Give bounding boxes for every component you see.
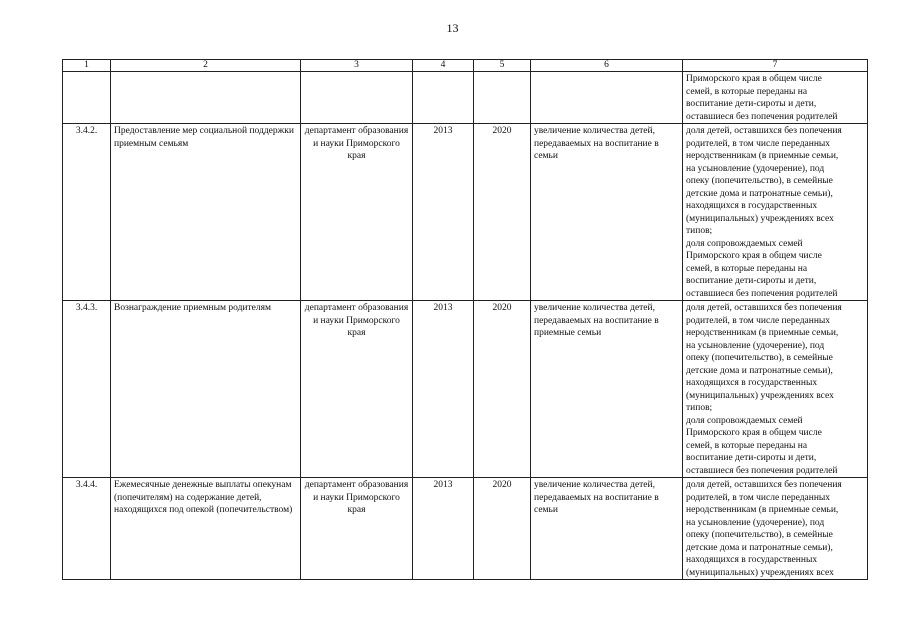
indicator-line: доля сопровождаемых семей	[686, 415, 803, 426]
indicator-line: (муниципальных) учреждениях всех	[686, 567, 834, 578]
cell-indicator	[683, 124, 868, 301]
indicator-line: находящихся в государственных	[686, 378, 818, 388]
cell-num	[63, 72, 111, 124]
indicator-line: находящихся в государственных	[686, 201, 818, 211]
indicator-line: детские дома и патронатные семьи),	[686, 188, 833, 199]
cell-start: 2013	[413, 478, 474, 580]
indicator-line: доля детей, оставшихся без попечения	[686, 303, 842, 313]
cell-num: 3.4.2.	[63, 124, 111, 301]
measure-name: Ежемесячные денежные выплаты опекунам (попечителям) на содержание детей, находящихся под опекой (попечительством)	[114, 480, 293, 515]
cell-end: 2020	[474, 301, 531, 478]
indicator-line: семей, в которые переданы на	[686, 440, 808, 451]
table-row	[63, 124, 868, 301]
cell-result	[531, 478, 683, 580]
indicator-line: оставшиеся без попечения родителей	[686, 288, 838, 299]
indicator-line: семей, в которые переданы на	[686, 86, 808, 97]
indicator-line: (муниципальных) учреждениях всех	[686, 213, 834, 224]
header-cell: 2	[111, 60, 301, 72]
indicator-line: воспитание дети-сироты и дети,	[686, 99, 817, 109]
cell-end	[474, 72, 531, 124]
header-row	[63, 60, 868, 72]
indicator-line: доля сопровождаемых семей	[686, 238, 803, 249]
indicator-line: (муниципальных) учреждениях всех	[686, 390, 834, 401]
indicator-line: воспитание дети-сироты и дети,	[686, 276, 817, 286]
table-row	[63, 478, 868, 580]
indicator-line: опеку (попечительство), в семейные	[686, 353, 833, 363]
indicator-line: воспитание дети-сироты и дети,	[686, 453, 817, 463]
expected-result: увеличение количества детей, передаваемых на воспитание в приемные семьи	[534, 303, 659, 338]
cell-start: 2013	[413, 124, 474, 301]
department: департамент образования и науки Приморского края	[304, 303, 409, 338]
indicator-line: типов;	[686, 403, 713, 413]
cell-result	[531, 301, 683, 478]
indicator-line: семей, в которые переданы на	[686, 263, 808, 274]
cell-end: 2020	[474, 478, 531, 580]
cell-dept	[301, 478, 413, 580]
indicator-line: оставшиеся без попечения родителей	[686, 111, 838, 122]
expected-result: увеличение количества детей, передаваемых на воспитание в семьи	[534, 480, 659, 515]
indicator-line: опеку (попечительство), в семейные	[686, 176, 833, 186]
cell-indicator	[683, 478, 868, 580]
indicator-line: доля детей, оставшихся без попечения	[686, 480, 842, 490]
table-row	[63, 301, 868, 478]
indicator-line: неродственникам (в приемные семьи,	[686, 328, 839, 338]
indicator-line: на усыновление (удочерение), под	[686, 163, 825, 174]
cell-num: 3.4.4.	[63, 478, 111, 580]
header-cell: 6	[531, 60, 683, 72]
header-cell: 1	[63, 60, 111, 72]
cell-start: 2013	[413, 301, 474, 478]
indicator-line: типов;	[686, 226, 713, 236]
cell-start	[413, 72, 474, 124]
cell-name	[111, 301, 301, 478]
cell-num: 3.4.3.	[63, 301, 111, 478]
table-row-continuation	[63, 72, 868, 124]
indicator-line: оставшиеся без попечения родителей	[686, 465, 838, 476]
cell-dept	[301, 72, 413, 124]
indicator-line: детские дома и патронатные семьи),	[686, 542, 833, 553]
indicator-line: неродственникам (в приемные семьи,	[686, 151, 839, 161]
cell-end: 2020	[474, 124, 531, 301]
measure-name: Предоставление мер социальной поддержки приемным семьям	[114, 126, 294, 149]
cell-result	[531, 72, 683, 124]
indicator-line: Приморского края в общем числе	[686, 428, 822, 438]
department: департамент образования и науки Приморского края	[304, 126, 409, 161]
program-table	[62, 59, 868, 580]
indicator-line: на усыновление (удочерение), под	[686, 517, 825, 528]
measure-name: Вознаграждение приемным родителям	[114, 303, 272, 313]
indicator-line: находящихся в государственных	[686, 555, 818, 565]
cell-name	[111, 72, 301, 124]
header-cell: 4	[413, 60, 474, 72]
cell-indicator	[683, 301, 868, 478]
indicator-line: родителей, в том числе переданных	[686, 315, 831, 326]
cell-dept	[301, 301, 413, 478]
cell-name	[111, 478, 301, 580]
indicator-line: на усыновление (удочерение), под	[686, 340, 825, 351]
department: департамент образования и науки Приморского края	[304, 480, 409, 515]
header-cell: 5	[474, 60, 531, 72]
header-cell: 3	[301, 60, 413, 72]
indicator-line: неродственникам (в приемные семьи,	[686, 505, 839, 515]
cell-name	[111, 124, 301, 301]
indicator-line: Приморского края в общем числе	[686, 251, 822, 261]
indicator-line: Приморского края в общем числе	[686, 74, 822, 84]
header-cell: 7	[683, 60, 868, 72]
indicator-line: родителей, в том числе переданных	[686, 492, 831, 503]
indicator-line: детские дома и патронатные семьи),	[686, 365, 833, 376]
indicator-line: опеку (попечительство), в семейные	[686, 530, 833, 540]
cell-result	[531, 124, 683, 301]
cell-indicator	[683, 72, 868, 124]
page-number: 13	[446, 21, 459, 35]
indicator-line: родителей, в том числе переданных	[686, 138, 831, 149]
indicator-line: доля детей, оставшихся без попечения	[686, 126, 842, 136]
expected-result: увеличение количества детей, передаваемых на воспитание в семьи	[534, 126, 659, 161]
cell-dept	[301, 124, 413, 301]
